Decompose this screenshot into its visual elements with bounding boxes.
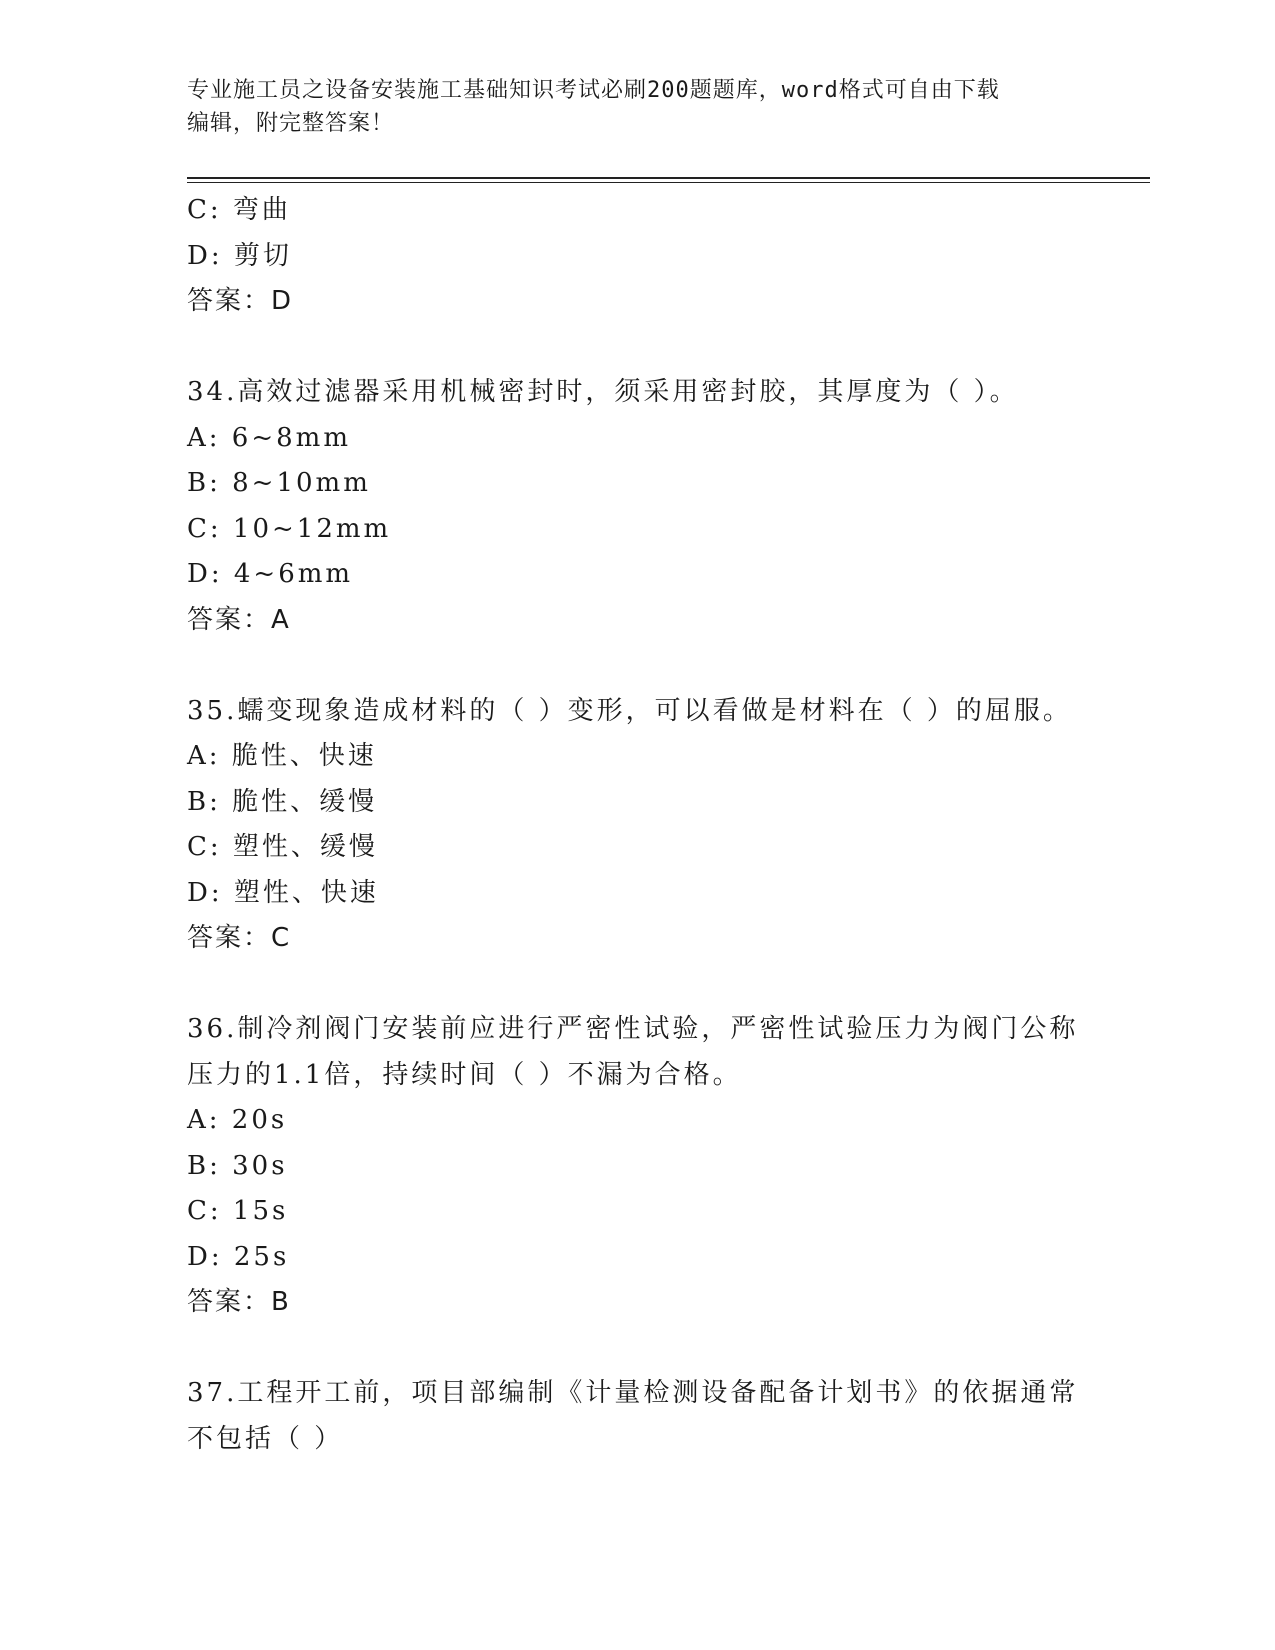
header-divider-thick xyxy=(187,177,1150,179)
spacer xyxy=(187,962,1087,1008)
spacer xyxy=(187,1326,1087,1372)
option-d: D: 剪切 xyxy=(187,240,292,271)
option-a: A: 脆性、快速 xyxy=(187,741,377,771)
answer-line: 答案：B xyxy=(187,1287,291,1317)
spacer xyxy=(187,643,1087,689)
option-d: D: 塑性、快速 xyxy=(187,877,379,908)
header-divider-thin xyxy=(187,182,1150,183)
answer-line: 答案：A xyxy=(187,604,291,635)
header-title-line-1: 专业施工员之设备安装施工基础知识考试必刷200题题库，word格式可自由下载 xyxy=(187,78,1000,103)
spacer xyxy=(187,325,1087,371)
option-c: C: 弯曲 xyxy=(187,195,291,225)
question-33-tail xyxy=(187,188,1087,325)
answer-line: 答案：C xyxy=(187,923,292,953)
option-b: B: 30s xyxy=(187,1150,288,1181)
question-stem-line-1: 36.制冷剂阀门安装前应进行严密性试验，严密性试验压力为阀门公称 xyxy=(187,1014,1079,1044)
option-a: A: 20s xyxy=(187,1105,288,1135)
option-c: C: 塑性、缓慢 xyxy=(187,832,378,862)
option-c: C: 15s xyxy=(187,1196,289,1226)
option-d: D: 4~6mm xyxy=(187,559,354,589)
option-a: A: 6~8mm xyxy=(187,422,351,453)
question-34 xyxy=(187,370,1087,643)
header-title-line-2: 编辑，附完整答案！ xyxy=(187,111,395,136)
option-d: D: 25s xyxy=(187,1241,290,1272)
question-stem-line-2: 不包括（ ） xyxy=(187,1423,344,1454)
question-stem-line-1: 37.工程开工前，项目部编制《计量检测设备配备计划书》的依据通常 xyxy=(187,1378,1079,1408)
document-header xyxy=(187,74,1067,140)
option-c: C: 10~12mm xyxy=(187,513,392,544)
question-stem-line-2: 压力的1.1倍，持续时间（ ）不漏为合格。 xyxy=(187,1059,742,1090)
option-b: B: 脆性、缓慢 xyxy=(187,786,378,817)
question-stem: 34.高效过滤器采用机械密封时，须采用密封胶，其厚度为（ ）。 xyxy=(187,377,1019,407)
question-stem: 35.蠕变现象造成材料的（ ）变形，可以看做是材料在（ ）的屈服。 xyxy=(187,695,1072,726)
option-b: B: 8~10mm xyxy=(187,468,371,498)
question-36 xyxy=(187,1007,1087,1326)
question-35 xyxy=(187,689,1087,962)
question-37 xyxy=(187,1371,1087,1462)
question-list xyxy=(187,188,1087,1462)
answer-line: 答案：D xyxy=(187,286,294,316)
